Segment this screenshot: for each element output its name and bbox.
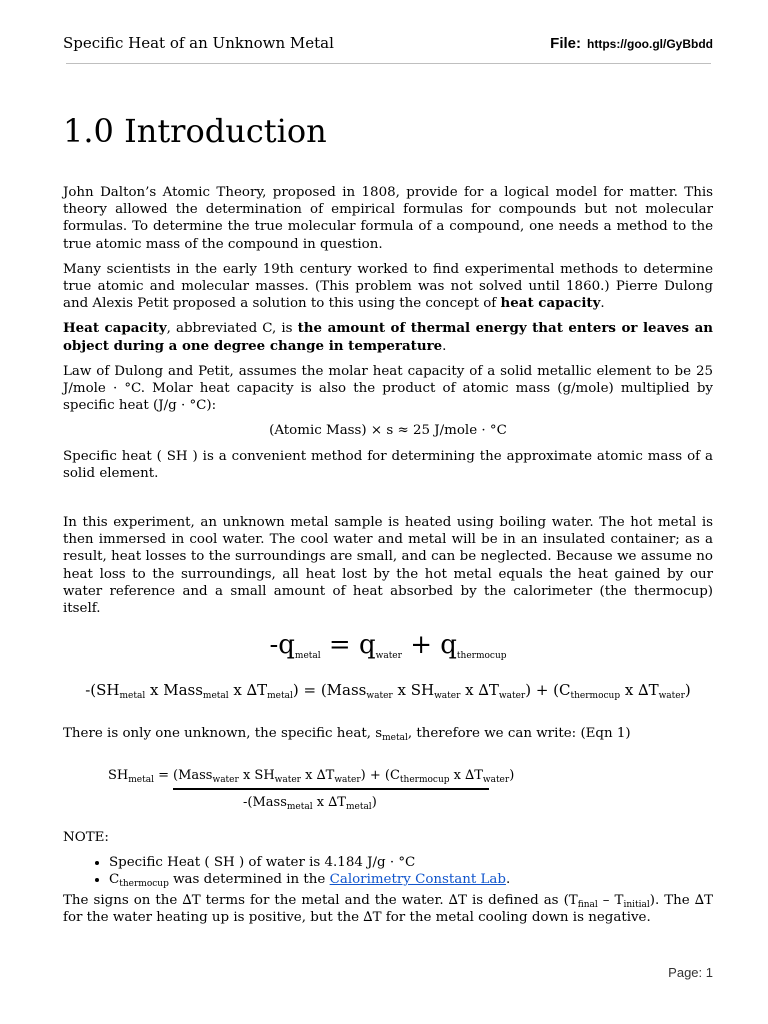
eq-text: = [153,767,170,783]
eq-text: x ∆T [300,767,335,783]
text: , abbreviated C, is [166,321,298,337]
eq-text: (Mass [173,767,213,783]
document-body [63,184,713,935]
text: Many scientists in the early 19th century worked to find experimental methods to determine true atomic and molecular masses. (This problem was not solved until 1860.) Pierre Dulong and Alexis Petit proposed a solution to this using the concept of [63,261,713,312]
file-url-link[interactable]: https://goo.gl/GyBbdd [587,37,713,51]
eq-text: = q [320,630,376,661]
note-list [63,854,713,888]
eq-sub: metal [202,691,229,702]
paragraph-specific-heat: Specific heat ( SH ) is a convenient method for determining the approximate atomic mass of a solid element. [63,448,713,481]
section-title: 1.0 Introduction [63,112,327,150]
subscript: metal [382,733,408,744]
eq-sub: metal [128,774,154,785]
eq-sub: metal [286,801,313,812]
paragraph-heat-capacity [63,320,713,354]
page-number: Page: 1 [668,965,713,980]
header-file [550,34,713,52]
calorimetry-lab-link[interactable]: Calorimetry Constant Lab [329,872,506,888]
eq-text: ) = (Mass [292,681,367,700]
text: . [600,296,605,312]
paragraph-dalton: John Dalton’s Atomic Theory, proposed in 1808, provide for a logical model for matter. This theory allowed the determination of empirical formulas for compounds but not molecular formulas. To determine the true molecular formula of a compound, one needs a method to the true atomic mass of the compound in question. [63,185,713,252]
eq-sub: water [482,774,510,785]
eq-sub: water [498,691,526,702]
eq-sub: thermocup [570,691,621,702]
page-header [63,34,713,56]
eq-text: x ∆T [460,681,499,700]
eq-text: ) + (C [525,681,571,700]
eq-text: x ∆T [449,767,483,783]
eq-text: x ∆T [620,681,659,700]
list-item: • Specific Heat ( SH ) of water is 4.184 J/g · °C [109,854,713,871]
eq-sub: metal [119,691,146,702]
eq-text: + q [401,630,457,661]
fraction-numerator [173,767,514,784]
eq-text: x Mass [145,681,203,700]
subscript: initial [623,900,650,911]
text: – T [597,893,624,909]
equation-atomic-mass: (Atomic Mass) × s ≈ 25 J/mole · °C [269,423,507,439]
file-label: File: [550,35,582,52]
eq-sub: water [375,651,402,662]
spacer [63,490,713,514]
eq-sub: water [274,774,301,785]
fraction-denominator [243,794,377,811]
paragraph-signs [63,892,713,926]
eq-text: x SH [392,681,435,700]
eq-text: ) [684,681,691,700]
eq-text: ) + (C [360,767,400,783]
note-label: NOTE: [63,829,109,845]
eq-text: x SH [238,767,275,783]
eq-sub: metal [267,691,293,702]
fraction-bar [173,788,489,790]
eq-text: ) [371,794,377,810]
eq-text: x ∆T [312,794,346,810]
eq-sub: water [212,774,239,785]
bold-definition: the amount of thermal energy that enters or leaves an object during a one degree change in temperature [63,320,713,354]
eq-sub: water [658,691,685,702]
text: , therefore we can write: (Eqn 1) [407,726,631,742]
eq-text: -(Mass [243,794,287,810]
eq-sub: metal [294,651,321,662]
eq-sub: water [434,691,461,702]
eq-text: x ∆T [228,681,268,700]
equation-heat-balance [63,630,713,662]
text: There is only one unknown, the specific heat, s [63,726,383,742]
eq-sub: water [366,691,393,702]
eq-text: SH [108,767,129,783]
bold-term: heat capacity [500,295,601,312]
text: . [505,872,511,888]
header-divider [66,63,711,64]
text: C [109,872,120,888]
eq-sub: thermocup [456,651,507,662]
paragraph-dulong-petit [63,261,713,313]
header-title: Specific Heat of an Unknown Metal [63,34,334,52]
equation-expanded [63,681,713,702]
text: . [442,338,447,354]
paragraph-one-unknown [63,725,713,742]
eq-sub: metal [345,801,372,812]
text: The signs on the ∆T terms for the metal and the water. ∆T is defined as (T [63,893,578,909]
eq-sub: thermocup [399,774,450,785]
eq-text: -(SH [85,681,120,700]
paragraph-experiment: In this experiment, an unknown metal sample is heated using boiling water. The hot metal is then immersed in cool water. The cool water and metal will be in an insulated container; as a result, heat losses to the surroundings are small, and can be neglected. Because we assume no heat loss to the surroundings, all heat lost by the hot metal equals the heat gained by our water reference and a small amount of heat absorbed by the calorimeter (the thermocup) itself. [63,515,713,617]
bold-term: Heat capacity [63,320,167,337]
list-item [109,871,713,888]
equation-specific-heat-fraction [63,759,713,819]
eq-sub: water [334,774,361,785]
eq-text: -q [269,630,295,661]
subscript: final [577,900,598,911]
eq-text: ) [509,767,515,783]
paragraph-law: Law of Dulong and Petit, assumes the molar heat capacity of a solid metallic element to be 25 J/mole · °C. Molar heat capacity is also the product of atomic mass (g/mole) multiplied by specific heat (J/g · °C): [63,363,713,414]
text: ). The ∆T for the water heating up is positive, but the ∆T for the metal cooling down is negative. [63,893,714,926]
fraction-lhs [108,767,169,784]
text: was determined in the [168,872,330,888]
subscript: thermocup [119,879,169,890]
